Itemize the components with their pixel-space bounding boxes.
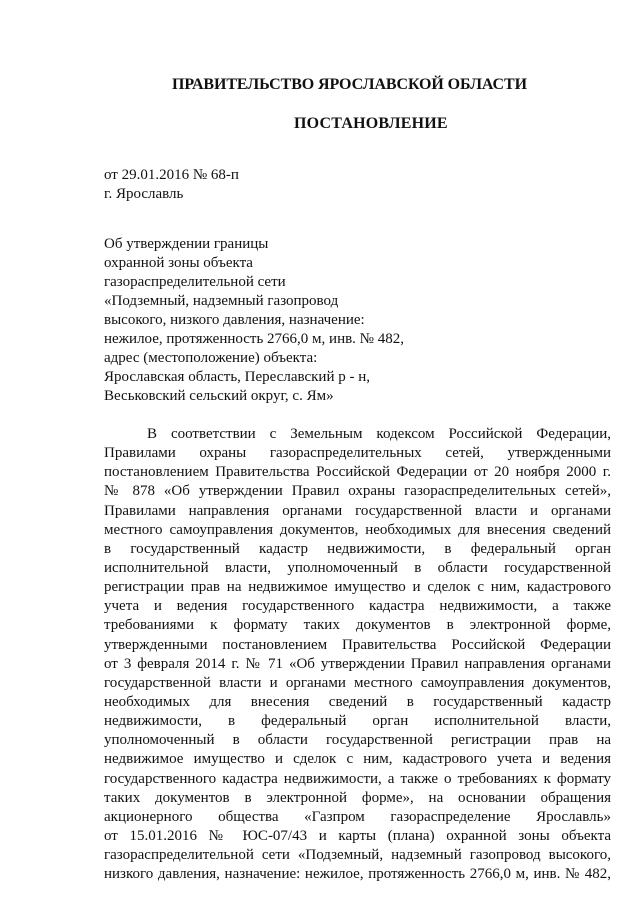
subject-line: Об утверждении границы (104, 236, 269, 252)
body-line: постановлением Правительства Российской Федерации от 20 ноября 2000 г. (104, 464, 611, 481)
body-line: требованиями к формату таких документов в электронной форме, (104, 617, 611, 634)
subject-line: газораспределительной сети (104, 274, 286, 290)
document-meta (104, 166, 239, 204)
subject-line: Ярославская область, Переславский р - н, (104, 369, 370, 385)
body-line: № 878 «Об утверждении Правил охраны газораспределительных сетей», (104, 483, 611, 500)
body-line: Правилами направления органами государственной власти и органами (104, 502, 611, 519)
subject-line: высокого, низкого давления, назначение: (104, 312, 365, 328)
body-line: низкого давления, назначение: нежилое, протяженность 2766,0 м, инв. № 482, (104, 866, 611, 883)
body-line: утвержденными постановлением Правительства Российской Федерации (104, 636, 611, 653)
body-line: регистрации прав на недвижимое имущество и сделок с ним, кадастрового (104, 579, 611, 596)
body-line: таких документов в электронной форме», на основании обращения (104, 789, 611, 806)
subject-line: «Подземный, надземный газопровод (104, 293, 339, 309)
body-line: акционерного общества «Газпром газораспределение Ярославль» (104, 808, 611, 825)
body-line: недвижимое имущество и сделок с ним, кадастрового учета и ведения (104, 751, 611, 768)
body-line: Правилами охраны газораспределительных сетей, утвержденными (104, 445, 611, 462)
subject-line: охранной зоны объекта (104, 255, 253, 271)
body-line: исполнительной власти, уполномоченный в области государственной (104, 559, 611, 576)
document-subject (104, 235, 404, 406)
body-line: уполномоченный в области государственной регистрации прав на (104, 732, 611, 749)
body-line: государственной власти и органами местного самоуправления документов, (104, 674, 611, 691)
body-paragraph (104, 425, 611, 884)
subject-line: нежилое, протяженность 2766,0 м, инв. № 482, (104, 331, 404, 347)
body-line: учета и ведения государственного кадастра недвижимости, а также (104, 598, 611, 615)
body-line: необходимых для внесения сведений в государственный кадастр (104, 693, 611, 710)
body-line: в государственный кадастр недвижимости, в федеральный орган (104, 540, 611, 557)
date-number: от 29.01.2016 № 68-п (104, 167, 239, 183)
place: г. Ярославль (104, 186, 184, 202)
body-line: В соответствии с Земельным кодексом Российской Федерации, (147, 426, 611, 442)
subject-line: Веськовский сельский округ, с. Ям» (104, 388, 334, 404)
document-type-heading: ПОСТАНОВЛЕНИЕ (294, 115, 448, 132)
authority-heading: ПРАВИТЕЛЬСТВО ЯРОСЛАВСКОЙ ОБЛАСТИ (172, 76, 527, 93)
body-line: местного самоуправления документов, необходимых для внесения сведений (104, 521, 611, 538)
body-line: государственного кадастра недвижимости, а также о требованиях к формату (104, 770, 611, 787)
body-line: от 15.01.2016 № ЮС-07/43 и карты (плана) охранной зоны объекта (104, 827, 611, 844)
body-line: газораспределительной сети «Подземный, надземный газопровод высокого, (104, 847, 611, 864)
body-line: недвижимости, в федеральный орган исполнительной власти, (104, 713, 611, 730)
body-line: от 3 февраля 2014 г. № 71 «Об утверждении Правил направления органами (104, 655, 611, 672)
subject-line: адрес (местоположение) объекта: (104, 350, 318, 366)
